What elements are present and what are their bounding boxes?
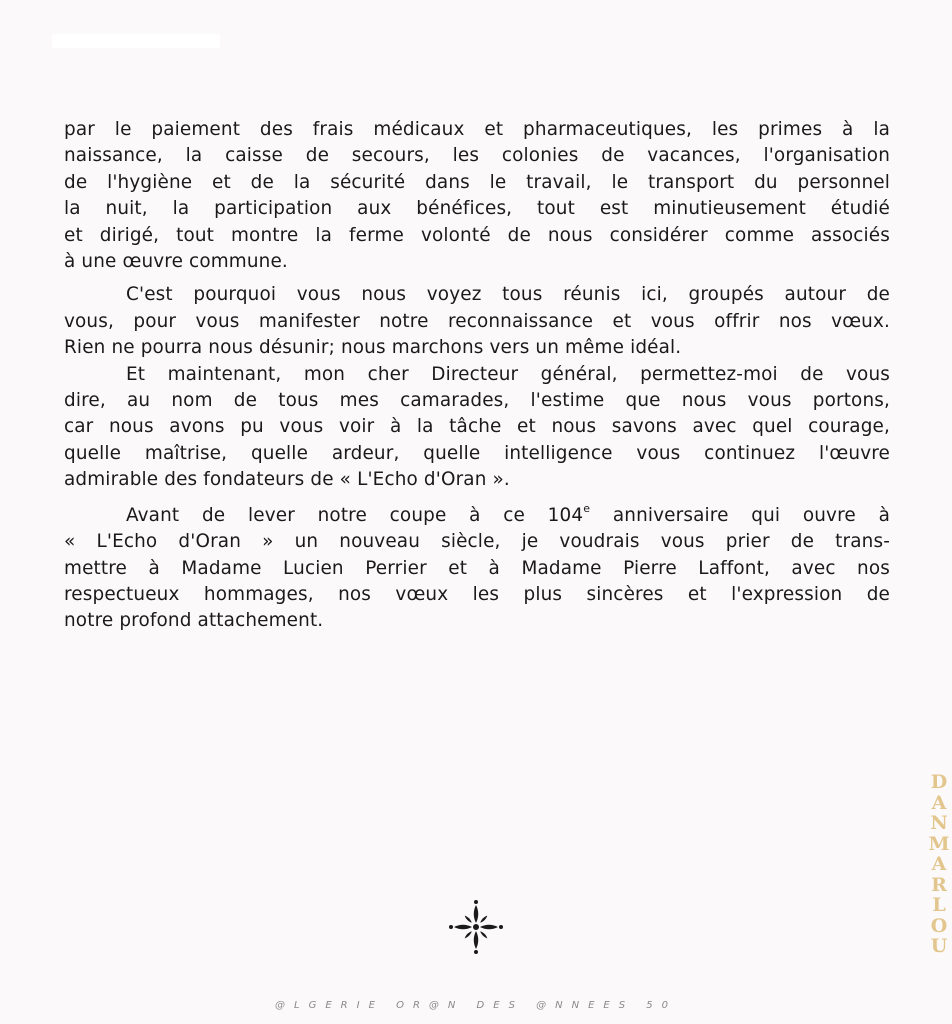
watermark-letter: A bbox=[931, 853, 947, 875]
text-line bbox=[64, 503, 890, 529]
watermark-letter: N bbox=[930, 812, 948, 834]
text-line: par le paiement des frais médicaux et pharmaceutiques, les primes à la bbox=[64, 119, 890, 140]
watermark-letter: D bbox=[930, 771, 948, 793]
asterisk-flourish-icon bbox=[446, 897, 506, 957]
text-line: et dirigé, tout montre la ferme volonté de nous considérer comme associés bbox=[64, 224, 890, 246]
paragraph-2 bbox=[64, 282, 890, 361]
text-line: quelle maîtrise, quelle ardeur, quelle intelligence vous continuez l'œuvre bbox=[64, 442, 890, 464]
text-line: car nous avons pu vous voir à la tâche et nous savons avec quel courage, bbox=[64, 416, 890, 438]
text-line: vous, pour vous manifester notre reconnaissance et vous offrir nos vœux. bbox=[64, 310, 890, 332]
watermark-letter: O bbox=[930, 914, 948, 937]
text-line: Rien ne pourra nous désunir; nous marchons vers un même idéal. bbox=[64, 337, 682, 359]
text-fragment: Avant de lever notre coupe à ce 104 bbox=[126, 504, 584, 526]
letter-text bbox=[64, 117, 890, 635]
text-line: la nuit, la participation aux bénéfices, tout est minutieusement étudié bbox=[64, 198, 890, 220]
paragraph-4 bbox=[64, 503, 890, 635]
text-line: admirable des fondateurs de « L'Echo d'Oran ». bbox=[64, 469, 510, 491]
paragraph-3 bbox=[64, 362, 890, 494]
text-line: naissance, la caisse de secours, les colonies de vacances, l'organisation bbox=[64, 145, 890, 167]
page-footer: @LGERIE OR@N DES @NNEES 50 bbox=[275, 1000, 677, 1011]
text-line: respectueux hommages, nos vœux les plus sincères et l'expression de bbox=[64, 583, 890, 605]
text-line: dire, au nom de tous mes camarades, l'estime que nous vous portons, bbox=[64, 390, 890, 412]
text-line: Et maintenant, mon cher Directeur général, permettez-moi de vous bbox=[126, 363, 890, 385]
ordinal-superscript: e bbox=[583, 501, 591, 515]
text-fragment: anniversaire qui ouvre à bbox=[590, 504, 890, 526]
watermark-letter: M bbox=[928, 832, 950, 855]
vertical-watermark bbox=[928, 772, 950, 957]
watermark-letter: U bbox=[930, 935, 948, 957]
text-line: de l'hygiène et de la sécurité dans le travail, le transport du personnel bbox=[64, 171, 890, 193]
watermark-letter: A bbox=[931, 791, 947, 814]
text-line: à une œuvre commune. bbox=[64, 251, 288, 273]
top-edge-strip bbox=[52, 34, 220, 48]
watermark-letter: R bbox=[931, 873, 947, 896]
paragraph-1 bbox=[64, 117, 890, 275]
text-line: notre profond attachement. bbox=[64, 610, 324, 632]
text-line: mettre à Madame Lucien Perrier et à Madame Pierre Laffont, avec nos bbox=[64, 557, 890, 579]
watermark-letter: L bbox=[932, 894, 946, 916]
text-line: C'est pourquoi vous nous voyez tous réunis ici, groupés autour de bbox=[126, 284, 890, 306]
text-line: « L'Echo d'Oran » un nouveau siècle, je voudrais vous prier de trans- bbox=[64, 531, 890, 553]
